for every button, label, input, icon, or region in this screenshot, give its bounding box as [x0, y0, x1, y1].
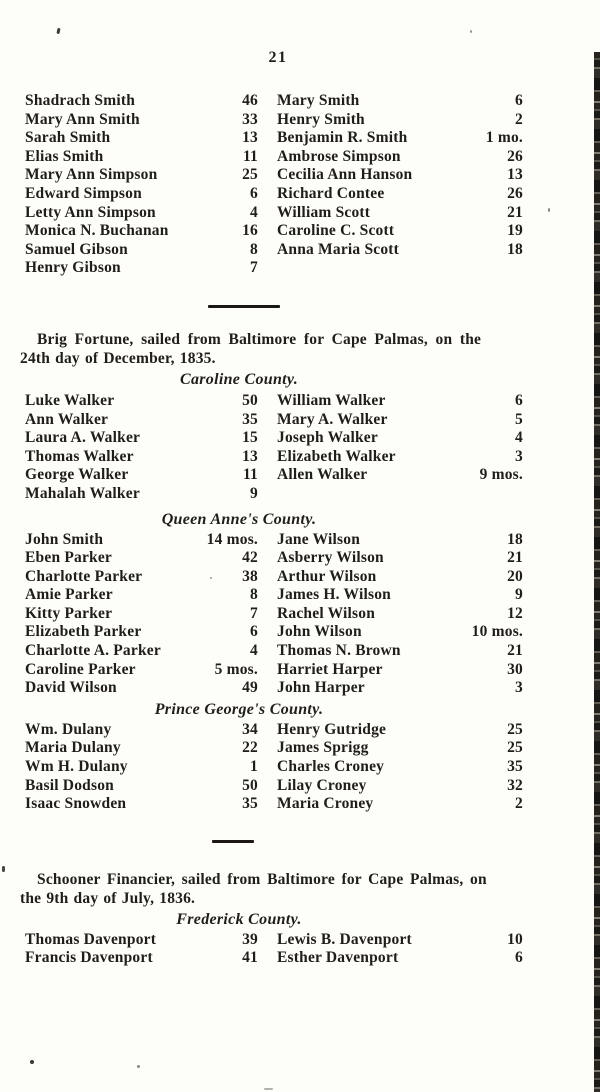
emigrant-age-left: 4 [250, 203, 258, 221]
emigrant-age-right: 20 [507, 567, 523, 585]
county-heading-frederick: Frederick County. [176, 910, 302, 928]
emigrant-age-left: 9 [250, 484, 258, 502]
emigrant-name-right: Anna Maria Scott [277, 240, 400, 258]
emigrant-name-right: Caroline C. Scott [277, 222, 395, 240]
emigrant-name-right: Lewis B. Davenport [277, 930, 412, 948]
emigrant-name-right: Cecilia Ann Hanson [277, 166, 413, 184]
roster-row [25, 241, 523, 260]
emigrant-age-left: 14 mos. [206, 530, 258, 548]
emigrant-name-left: Edward Simpson [25, 184, 142, 202]
emigrant-name-right: Mary Smith [277, 92, 360, 109]
emigrant-age-right: 32 [507, 776, 523, 794]
roster-row [25, 129, 523, 148]
roster-caroline-county [25, 392, 523, 504]
emigrant-name-left: Amie Parker [25, 586, 113, 604]
scan-speck [137, 1065, 140, 1068]
emigrant-name-left: Isaac Snowden [25, 795, 127, 813]
emigrant-age-left: 38 [242, 567, 258, 585]
scan-speck [264, 1088, 273, 1090]
emigrant-age-left: 49 [242, 679, 258, 697]
emigrant-name-right: James H. Wilson [277, 586, 391, 604]
emigrant-age-left: 39 [242, 930, 258, 948]
emigrant-age-left: 34 [242, 720, 258, 738]
emigrant-name-right: Elizabeth Walker [277, 447, 396, 465]
emigrant-name-left: Elizabeth Parker [25, 623, 142, 641]
emigrant-age-left: 7 [250, 604, 258, 622]
emigrant-name-right: Joseph Walker [277, 429, 378, 447]
emigrant-age-left: 33 [242, 110, 258, 128]
roster-row [25, 931, 523, 950]
emigrant-age-right: 19 [507, 222, 523, 240]
roster-row [25, 392, 523, 411]
emigrant-age-right: 2 [515, 110, 523, 128]
roster-row [25, 758, 523, 777]
emigrant-age-left: 35 [242, 795, 258, 813]
roster-row [25, 721, 523, 740]
section-divider [208, 305, 280, 308]
emigrant-age-right: 3 [515, 679, 523, 697]
emigrant-name-left: Letty Ann Simpson [25, 203, 156, 221]
roster-row [25, 222, 523, 241]
roster-row [25, 777, 523, 796]
emigrant-age-right: 10 mos. [471, 623, 523, 641]
roster-row [25, 739, 523, 758]
emigrant-age-right: 4 [515, 429, 523, 447]
roster-row [25, 111, 523, 130]
emigrant-name-right: John Harper [277, 679, 365, 697]
emigrant-age-left: 25 [242, 166, 258, 184]
emigrant-name-left: Ann Walker [25, 410, 109, 428]
emigrant-age-right: 10 [507, 930, 523, 948]
roster-row [25, 485, 523, 504]
emigrant-name-left: Sarah Smith [25, 129, 111, 147]
emigrant-age-right: 13 [507, 166, 523, 184]
roster-prince-georges-county [25, 721, 523, 814]
scan-speck [470, 30, 472, 33]
emigrant-age-left: 6 [250, 623, 258, 641]
roster-row [25, 185, 523, 204]
roster-row [25, 531, 523, 550]
emigrant-age-left: 22 [242, 739, 258, 757]
section-divider [212, 840, 254, 843]
emigrant-name-left: Mary Ann Smith [25, 110, 140, 128]
scan-speck [2, 866, 5, 872]
emigrant-age-right: 6 [515, 391, 523, 409]
emigrant-age-right: 25 [507, 720, 523, 738]
roster-row [25, 148, 523, 167]
emigrant-age-right: 18 [507, 240, 523, 258]
emigrant-name-right: Jane Wilson [277, 530, 361, 548]
emigrant-name-right: Henry Smith [277, 110, 365, 128]
roster-row [25, 568, 523, 587]
county-heading-queen-annes: Queen Anne's County. [161, 510, 317, 528]
roster-row [25, 448, 523, 467]
emigrant-age-left: 8 [250, 240, 258, 258]
emigrant-age-right: 9 mos. [479, 466, 523, 484]
emigrant-name-left: Charlotte A. Parker [25, 642, 161, 660]
emigrant-age-right: 26 [507, 184, 523, 202]
emigrant-name-right: Benjamin R. Smith [277, 129, 408, 147]
emigrant-age-left: 1 [250, 758, 258, 776]
roster-row [25, 411, 523, 430]
county-heading-prince-georges: Prince George's County. [154, 700, 324, 718]
emigrant-name-right: William Walker [277, 391, 386, 409]
emigrant-name-left: Maria Dulany [25, 739, 121, 757]
emigrant-name-left: Eben Parker [25, 549, 113, 567]
voyage-heading-schooner-financier [20, 870, 552, 908]
emigrant-name-left: Henry Gibson [25, 259, 121, 277]
roster-row [25, 642, 523, 661]
emigrant-name-right: Richard Contee [277, 184, 385, 202]
emigrant-name-left: George Walker [25, 466, 129, 484]
emigrant-name-left: Mahalah Walker [25, 484, 140, 502]
roster-row [25, 605, 523, 624]
emigrant-name-left: Wm. Dulany [25, 720, 112, 738]
roster-row [25, 623, 523, 642]
emigrant-name-left: John Smith [25, 530, 104, 548]
voyage-heading-line: Schooner Financier, sailed from Baltimore for Cape Palmas, on [37, 870, 487, 888]
emigrant-name-right: Asberry Wilson [277, 549, 384, 567]
emigrant-name-left: Laura A. Walker [25, 429, 141, 447]
emigrant-name-left: Mary Ann Simpson [25, 166, 158, 184]
scan-edge-artifact [594, 52, 600, 1092]
emigrant-age-left: 42 [242, 549, 258, 567]
emigrant-age-right: 3 [515, 447, 523, 465]
emigrant-age-right: 21 [507, 642, 523, 660]
emigrant-name-left: Elias Smith [25, 147, 104, 165]
roster-row [25, 259, 523, 278]
voyage-heading-line: 24th day of December, 1835. [20, 349, 216, 367]
emigrant-age-right [455, 485, 523, 504]
roster-row [25, 679, 523, 698]
emigrant-name-right: Allen Walker [277, 466, 368, 484]
emigrant-age-left: 6 [250, 184, 258, 202]
roster-row [25, 166, 523, 185]
emigrant-age-left: 4 [250, 642, 258, 660]
emigrant-name-left: Shadrach Smith [25, 92, 136, 109]
scan-speck [548, 208, 550, 212]
emigrant-age-left: 11 [242, 147, 258, 165]
roster-row [25, 586, 523, 605]
roster-row [25, 949, 523, 968]
emigrant-age-right: 25 [507, 739, 523, 757]
emigrant-name-left: Francis Davenport [25, 949, 153, 967]
emigrant-name-right: Arthur Wilson [277, 567, 377, 585]
emigrant-age-left: 7 [250, 259, 258, 277]
county-heading-caroline: Caroline County. [179, 370, 298, 388]
emigrant-name-right: William Scott [277, 203, 371, 221]
emigrant-age-right: 21 [507, 549, 523, 567]
emigrant-age-right: 12 [507, 604, 523, 622]
emigrant-age-right: 30 [507, 660, 523, 678]
emigrant-name-right: Henry Gutridge [277, 720, 387, 738]
emigrant-name-right: Mary A. Walker [277, 410, 388, 428]
emigrant-name-right: Thomas N. Brown [277, 642, 401, 660]
scan-speck [30, 1060, 34, 1064]
roster-row [25, 466, 523, 485]
emigrant-age-right: 2 [515, 795, 523, 813]
emigrant-name-left: Thomas Walker [25, 447, 134, 465]
emigrant-name-right: Rachel Wilson [277, 604, 376, 622]
emigrant-age-left: 50 [242, 776, 258, 794]
roster-frederick-county [25, 931, 523, 968]
emigrant-name-left: David Wilson [25, 679, 117, 697]
emigrant-name-left: Samuel Gibson [25, 240, 128, 258]
emigrant-age-left: 11 [242, 466, 258, 484]
roster-row [25, 661, 523, 680]
emigrant-name-left: Kitty Parker [25, 604, 113, 622]
emigrant-name-left: Monica N. Buchanan [25, 222, 169, 240]
emigrant-age-left: 35 [242, 410, 258, 428]
roster-queen-annes-county [25, 531, 523, 698]
emigrant-name-left: Basil Dodson [25, 776, 114, 794]
emigrant-age-left: 46 [242, 92, 258, 109]
emigrant-age-right: 6 [515, 92, 523, 109]
emigrant-age-right: 26 [507, 147, 523, 165]
emigrant-name-right: Ambrose Simpson [277, 147, 401, 165]
emigrant-name-right [258, 259, 455, 278]
scan-speck [210, 577, 212, 579]
emigrant-age-left: 13 [242, 129, 258, 147]
emigrant-name-right [258, 485, 455, 504]
emigrant-name-left: Luke Walker [25, 391, 115, 409]
emigrant-age-right: 21 [507, 203, 523, 221]
page-number: 21 [268, 49, 288, 66]
emigrant-name-left: Wm H. Dulany [25, 758, 128, 776]
emigrant-name-left: Charlotte Parker [25, 567, 143, 585]
emigrant-name-right: John Wilson [277, 623, 362, 641]
emigrant-age-right: 6 [515, 949, 523, 967]
emigrant-age-right: 35 [507, 758, 523, 776]
emigrant-age-left: 5 mos. [214, 660, 258, 678]
roster-row [25, 795, 523, 814]
emigrant-age-left: 13 [242, 447, 258, 465]
emigrant-name-right: Esther Davenport [277, 949, 399, 967]
emigrant-name-left: Caroline Parker [25, 660, 136, 678]
roster-row [25, 92, 523, 111]
emigrant-name-right: Charles Croney [277, 758, 385, 776]
roster-row [25, 549, 523, 568]
emigrant-name-right: Harriet Harper [277, 660, 383, 678]
emigrant-age-left: 15 [242, 429, 258, 447]
emigrant-age-right: 9 [515, 586, 523, 604]
emigrant-age-right: 1 mo. [485, 129, 523, 147]
emigrant-age-right: 18 [507, 530, 523, 548]
voyage-heading-line: the 9th day of July, 1836. [20, 889, 196, 907]
emigrant-age-left: 41 [242, 949, 258, 967]
emigrant-age-right: 5 [515, 410, 523, 428]
emigrant-age-left: 50 [242, 391, 258, 409]
emigrant-name-right: Maria Croney [277, 795, 374, 813]
emigrant-name-left: Thomas Davenport [25, 930, 157, 948]
emigrant-age-left: 16 [242, 222, 258, 240]
voyage-heading-line: Brig Fortune, sailed from Baltimore for Cape Palmas, on the [37, 330, 482, 348]
emigrant-name-right: Lilay Croney [277, 776, 367, 794]
roster-continued [25, 92, 523, 278]
emigrant-age-right [455, 259, 523, 278]
roster-row [25, 429, 523, 448]
emigrant-name-right: James Sprigg [277, 739, 369, 757]
emigrant-age-left: 8 [250, 586, 258, 604]
roster-row [25, 204, 523, 223]
voyage-heading-brig-fortune [20, 330, 552, 368]
